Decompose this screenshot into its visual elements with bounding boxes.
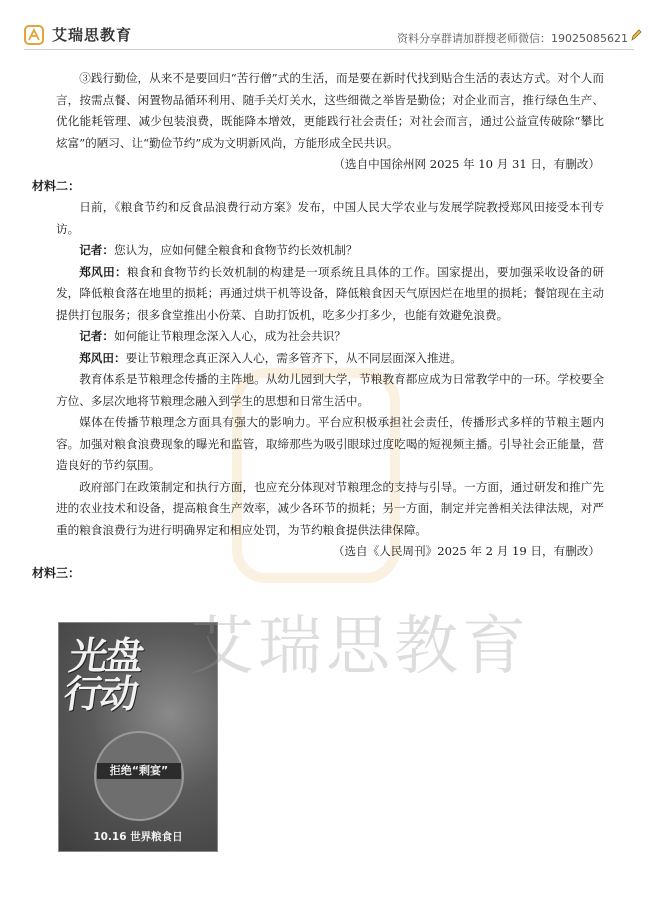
poster-title-line1: 光盘 (66, 634, 145, 678)
material2-intro: 日前，《粮食节约和反食品浪费行动方案》发布，中国人民大学农业与发展学院教授郑风田接受本刊专访。 (56, 200, 604, 236)
answer-2-text: 要让节粮理念真正深入人心，需多管齐下，从不同层面深入推进。 (125, 350, 462, 365)
question-1-text: 您认为，应如何健全粮食和食物节约长效机制？ (113, 243, 358, 257)
material1-paragraph: ③践行勤俭，从来不是要回归“苦行僧”式的生活，而是要在新时代找到贴合生活的表达方式。对个人而言，按需点餐、闲置物品循环利用、随手关灯关水，这些细微之举皆是勤俭；对企业而言，推行绿色生产、优化能耗管理、减少包装浪费，既能降本增效，更能践行社会责任；对社会而言，通过公益宣传破除“攀比炫富”的陋习、让“勤俭节约”成为文明新风尚，方能形成全民共识。 (56, 71, 604, 150)
question-2 (56, 326, 604, 348)
answer-1-label: 郑风田： (79, 264, 127, 279)
watermark-text: 艾瑞思教育 (190, 610, 530, 684)
header-divider (24, 49, 634, 50)
answer-2 (56, 348, 604, 370)
article-body (32, 68, 604, 584)
education-paragraph: 教育体系是节粮理念传播的主阵地。从幼儿园到大学，节粮教育都应成为日常教学中的一环。学校要全方位、多层次地将节粮理念融入到学生的思想和日常生活中。 (56, 372, 604, 408)
question-1 (56, 240, 604, 262)
contact-info: 资料分享群请加群搜老师微信：19025085621 (397, 32, 628, 45)
pencil-icon (630, 28, 642, 42)
poster-footer: 10.16 世界粮食日 (93, 831, 183, 843)
poster-title-line2: 行动 (61, 672, 140, 716)
government-paragraph: 政府部门在政策制定和执行方面，也应充分体现对节粮理念的支持与引导。一方面，通过研发和推广先进的农业技术和设备，提高粮食生产效率，减少各环节的损耗；另一方面，制定并完善相关法律法规，对严重的粮食浪费行为进行明确界定和相应处罚，为节约粮食提供法律保障。 (56, 479, 604, 537)
material3-heading: 材料三： (32, 565, 81, 580)
poster-banner: 拒绝“剩宴” (97, 763, 181, 779)
material1-source: （选自中国徐州网 2025 年 10 月 31 日，有删改） (333, 157, 600, 171)
answer-2-label: 郑风田： (79, 350, 126, 365)
brand-logo-icon (24, 25, 44, 45)
question-1-label: 记者： (79, 243, 114, 257)
brand-name: 艾瑞思教育 (52, 26, 133, 44)
material2-source: （选自《人民周刊》2025 年 2 月 19 日，有删改） (332, 544, 600, 558)
answer-1 (56, 262, 604, 327)
poster-title (61, 634, 145, 716)
question-2-text: 如何能让节粮理念深入人心，成为社会共识？ (113, 329, 346, 343)
answer-1-text: 粮食和食物节约长效机制的构建是一项系统且具体的工作。国家提出，要加强采收设备的研发，降低粮食落在地里的损耗；再通过烘干机等设备，降低粮食因天气原因烂在地里的损耗；餐馆现在主动提供打包服务；很多食堂推出小份菜、自助打饭机，吃多少打多少，也能有效避免浪费。 (56, 264, 604, 322)
question-2-label: 记者： (79, 329, 114, 343)
page-header (0, 0, 656, 48)
media-paragraph: 媒体在传播节粮理念方面具有强大的影响力。平台应积极承担社会责任，传播形式多样的节粮主题内容。加强对粮食浪费现象的曝光和监管，取缔那些为吸引眼球过度吃喝的短视频主播。引导社会正能量，营造良好的节约氛围。 (56, 415, 604, 472)
material2-heading: 材料二： (32, 178, 81, 193)
